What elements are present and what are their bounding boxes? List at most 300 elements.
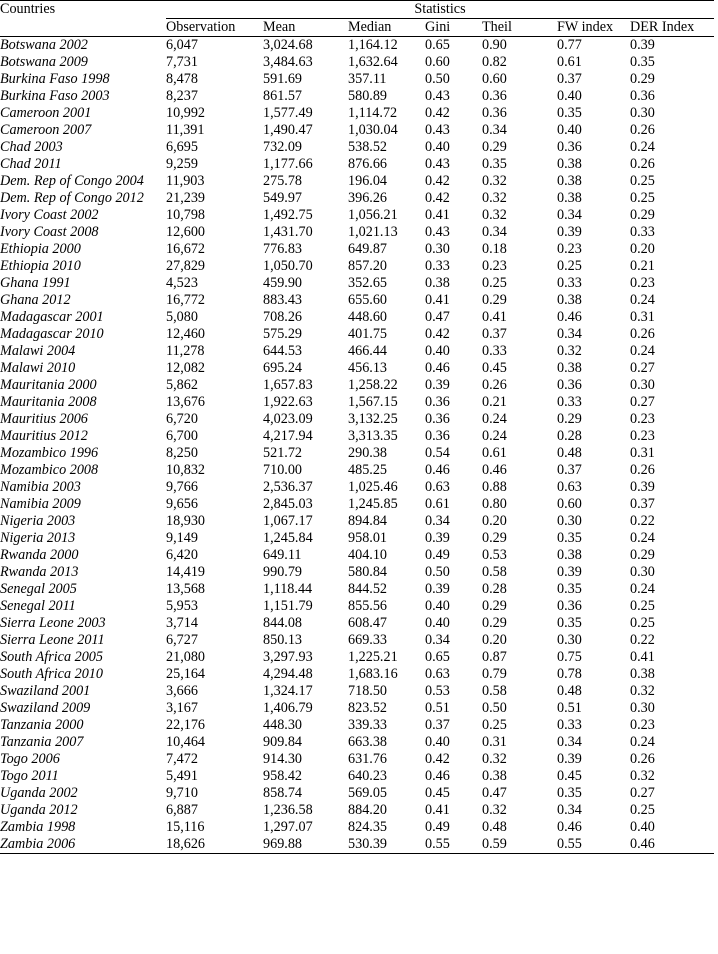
table-row <box>0 105 714 122</box>
table-row <box>0 768 714 785</box>
cell-gini: 0.43 <box>425 122 450 138</box>
cell-fw-index: 0.60 <box>557 496 582 512</box>
cell-observation: 9,149 <box>166 530 198 546</box>
cell-median: 884.20 <box>348 802 388 818</box>
cell-median: 569.05 <box>348 785 388 801</box>
cell-median: 357.11 <box>348 71 387 87</box>
table-row <box>0 496 714 513</box>
cell-der-index: 0.23 <box>630 411 655 427</box>
cell-mean: 1,236.58 <box>263 802 313 818</box>
table-row <box>0 513 714 530</box>
cell-median: 640.23 <box>348 768 388 784</box>
cell-mean: 521.72 <box>263 445 303 461</box>
cell-country: Nigeria 2003 <box>0 513 76 529</box>
cell-mean: 861.57 <box>263 88 303 104</box>
table-row <box>0 241 714 258</box>
cell-der-index: 0.22 <box>630 632 655 648</box>
cell-mean: 4,023.09 <box>263 411 313 427</box>
cell-observation: 21,239 <box>166 190 206 206</box>
cell-theil: 0.36 <box>482 88 507 104</box>
cell-theil: 0.18 <box>482 241 507 257</box>
cell-gini: 0.54 <box>425 445 450 461</box>
cell-fw-index: 0.40 <box>557 88 582 104</box>
cell-observation: 10,464 <box>166 734 206 750</box>
cell-median: 655.60 <box>348 292 388 308</box>
cell-country: Mozambico 1996 <box>0 445 99 461</box>
cell-theil: 0.21 <box>482 394 507 410</box>
cell-fw-index: 0.36 <box>557 139 582 155</box>
cell-observation: 5,953 <box>166 598 198 614</box>
cell-fw-index: 0.23 <box>557 241 582 257</box>
cell-median: 844.52 <box>348 581 388 597</box>
cell-mean: 909.84 <box>263 734 303 750</box>
cell-country: Botswana 2009 <box>0 54 88 70</box>
cell-country: Sierra Leone 2011 <box>0 632 105 648</box>
cell-observation: 6,420 <box>166 547 198 563</box>
cell-median: 456.13 <box>348 360 388 376</box>
cell-theil: 0.87 <box>482 649 507 665</box>
cell-mean: 2,536.37 <box>263 479 313 495</box>
table-row <box>0 428 714 445</box>
cell-fw-index: 0.35 <box>557 581 582 597</box>
cell-country: Zambia 2006 <box>0 836 166 854</box>
cell-der-index: 0.26 <box>630 326 655 342</box>
table-row <box>0 717 714 734</box>
cell-median: 1,632.64 <box>348 54 398 70</box>
cell-theil: 0.33 <box>482 343 507 359</box>
cell-gini: 0.42 <box>425 173 450 189</box>
cell-theil: 0.46 <box>482 462 507 478</box>
cell-observation: 3,167 <box>166 700 198 716</box>
column-header-der-index: DER Index <box>630 19 714 37</box>
cell-der-index: 0.25 <box>630 173 655 189</box>
cell-country: Dem. Rep of Congo 2012 <box>0 190 144 206</box>
cell-country: Rwanda 2013 <box>0 564 79 580</box>
cell-country: Mauritius 2006 <box>0 411 88 427</box>
table-row <box>0 836 714 854</box>
table-row <box>0 700 714 717</box>
cell-median: 404.10 <box>348 547 388 563</box>
cell-theil: 0.37 <box>482 326 507 342</box>
cell-mean: 850.13 <box>263 632 303 648</box>
cell-country: Madagascar 2010 <box>0 326 104 342</box>
table-row <box>0 547 714 564</box>
cell-fw-index: 0.39 <box>557 751 582 767</box>
cell-gini: 0.42 <box>425 751 450 767</box>
cell-theil: 0.24 <box>482 428 507 444</box>
table-row <box>0 173 714 190</box>
cell-observation: 13,568 <box>166 581 206 597</box>
cell-country: Malawi 2010 <box>0 360 76 376</box>
cell-gini: 0.61 <box>425 496 450 512</box>
cell-observation: 12,460 <box>166 326 206 342</box>
cell-mean: 275.78 <box>263 173 303 189</box>
cell-gini: 0.34 <box>425 513 450 529</box>
cell-median: 538.52 <box>348 139 388 155</box>
cell-observation: 12,082 <box>166 360 206 376</box>
cell-theil: 0.20 <box>482 632 507 648</box>
cell-der-index: 0.39 <box>630 37 655 53</box>
cell-der-index: 0.26 <box>630 122 655 138</box>
cell-observation: 9,710 <box>166 785 198 801</box>
cell-fw-index: 0.35 <box>557 785 582 801</box>
cell-country: Ghana 2012 <box>0 292 71 308</box>
cell-fw-index: 0.61 <box>557 54 582 70</box>
cell-fw-index: 0.46 <box>557 819 582 835</box>
cell-mean: 844.08 <box>263 615 303 631</box>
cell-gini: 0.55 <box>425 836 482 854</box>
cell-country: South Africa 2005 <box>0 649 103 665</box>
cell-country: Ivory Coast 2002 <box>0 207 99 223</box>
cell-observation: 3,666 <box>166 683 198 699</box>
cell-theil: 0.50 <box>482 700 507 716</box>
table-row <box>0 802 714 819</box>
cell-median: 196.04 <box>348 173 388 189</box>
cell-observation: 6,720 <box>166 411 198 427</box>
cell-theil: 0.47 <box>482 785 507 801</box>
table-row <box>0 224 714 241</box>
cell-country: Mauritania 2008 <box>0 394 97 410</box>
cell-fw-index: 0.34 <box>557 734 582 750</box>
cell-theil: 0.32 <box>482 190 507 206</box>
cell-median: 649.87 <box>348 241 388 257</box>
cell-der-index: 0.32 <box>630 768 655 784</box>
cell-median: 1,567.15 <box>348 394 398 410</box>
cell-fw-index: 0.30 <box>557 632 582 648</box>
cell-country: Ghana 1991 <box>0 275 71 291</box>
cell-der-index: 0.29 <box>630 71 655 87</box>
column-header-observation: Observation <box>166 19 263 37</box>
cell-gini: 0.49 <box>425 547 450 563</box>
cell-median: 352.65 <box>348 275 388 291</box>
cell-observation: 8,250 <box>166 445 198 461</box>
cell-country: Chad 2003 <box>0 139 63 155</box>
cell-mean: 459.90 <box>263 275 303 291</box>
cell-theil: 0.23 <box>482 258 507 274</box>
cell-theil: 0.34 <box>482 122 507 138</box>
cell-median: 580.89 <box>348 88 388 104</box>
cell-theil: 0.60 <box>482 71 507 87</box>
cell-der-index: 0.36 <box>630 88 655 104</box>
cell-gini: 0.41 <box>425 292 450 308</box>
cell-fw-index: 0.38 <box>557 360 582 376</box>
cell-country: Uganda 2002 <box>0 785 78 801</box>
cell-gini: 0.40 <box>425 598 450 614</box>
cell-gini: 0.39 <box>425 530 450 546</box>
table-row <box>0 411 714 428</box>
cell-median: 1,683.16 <box>348 666 398 682</box>
cell-gini: 0.42 <box>425 326 450 342</box>
cell-fw-index: 0.32 <box>557 343 582 359</box>
cell-der-index: 0.35 <box>630 54 655 70</box>
cell-fw-index: 0.34 <box>557 802 582 818</box>
table-row <box>0 122 714 139</box>
cell-observation: 11,903 <box>166 173 205 189</box>
cell-country: Mauritius 2012 <box>0 428 88 444</box>
table-row <box>0 377 714 394</box>
cell-mean: 3,484.63 <box>263 54 313 70</box>
cell-mean: 1,067.17 <box>263 513 313 529</box>
cell-gini: 0.43 <box>425 224 450 240</box>
cell-median: 1,021.13 <box>348 224 398 240</box>
table-row <box>0 258 714 275</box>
cell-mean: 3,297.93 <box>263 649 313 665</box>
cell-der-index: 0.30 <box>630 105 655 121</box>
cell-country: Malawi 2004 <box>0 343 76 359</box>
cell-mean: 914.30 <box>263 751 303 767</box>
cell-median: 401.75 <box>348 326 388 342</box>
cell-gini: 0.65 <box>425 37 450 53</box>
table-row <box>0 190 714 207</box>
cell-fw-index: 0.38 <box>557 173 582 189</box>
cell-theil: 0.28 <box>482 581 507 597</box>
cell-theil: 0.45 <box>482 360 507 376</box>
cell-observation: 4,523 <box>166 275 198 291</box>
cell-mean: 708.26 <box>263 309 303 325</box>
cell-mean: 1,657.83 <box>263 377 313 393</box>
cell-observation: 13,676 <box>166 394 206 410</box>
cell-gini: 0.41 <box>425 802 450 818</box>
cell-theil: 0.26 <box>482 377 507 393</box>
cell-country: Sierra Leone 2003 <box>0 615 106 631</box>
cell-observation: 18,930 <box>166 513 206 529</box>
table-row <box>0 649 714 666</box>
table-row <box>0 462 714 479</box>
table-row <box>0 309 714 326</box>
cell-country: Ivory Coast 2008 <box>0 224 99 240</box>
cell-observation: 6,695 <box>166 139 198 155</box>
cell-country: Ethiopia 2000 <box>0 241 81 257</box>
cell-median: 339.33 <box>348 717 388 733</box>
cell-observation: 5,491 <box>166 768 198 784</box>
cell-der-index: 0.26 <box>630 156 655 172</box>
cell-median: 485.25 <box>348 462 388 478</box>
cell-median: 823.52 <box>348 700 388 716</box>
cell-median: 3,132.25 <box>348 411 398 427</box>
cell-median: 448.60 <box>348 309 388 325</box>
cell-gini: 0.36 <box>425 428 450 444</box>
cell-theil: 0.20 <box>482 513 507 529</box>
cell-median: 1,245.85 <box>348 496 398 512</box>
cell-median: 530.39 <box>348 836 425 854</box>
cell-gini: 0.46 <box>425 768 450 784</box>
cell-fw-index: 0.35 <box>557 105 582 121</box>
cell-country: Botswana 2002 <box>0 37 88 53</box>
cell-country: Chad 2011 <box>0 156 62 172</box>
cell-median: 958.01 <box>348 530 388 546</box>
cell-gini: 0.40 <box>425 343 450 359</box>
cell-der-index: 0.27 <box>630 360 655 376</box>
cell-observation: 10,992 <box>166 105 206 121</box>
cell-observation: 18,626 <box>166 836 263 854</box>
cell-der-index: 0.24 <box>630 292 655 308</box>
cell-fw-index: 0.37 <box>557 71 582 87</box>
cell-der-index: 0.26 <box>630 462 655 478</box>
cell-country: Ethiopia 2010 <box>0 258 81 274</box>
cell-gini: 0.50 <box>425 71 450 87</box>
cell-der-index: 0.32 <box>630 683 655 699</box>
cell-gini: 0.65 <box>425 649 450 665</box>
table-row <box>0 292 714 309</box>
table-row <box>0 598 714 615</box>
cell-fw-index: 0.33 <box>557 275 582 291</box>
cell-median: 1,164.12 <box>348 37 398 53</box>
cell-gini: 0.37 <box>425 717 450 733</box>
cell-observation: 10,832 <box>166 462 206 478</box>
cell-mean: 883.43 <box>263 292 303 308</box>
cell-der-index: 0.46 <box>630 836 714 854</box>
cell-mean: 958.42 <box>263 768 303 784</box>
cell-mean: 1,922.63 <box>263 394 313 410</box>
cell-theil: 0.80 <box>482 496 507 512</box>
cell-observation: 5,862 <box>166 377 198 393</box>
cell-der-index: 0.22 <box>630 513 655 529</box>
statistics-header: Statistics <box>166 1 714 19</box>
cell-fw-index: 0.46 <box>557 309 582 325</box>
cell-der-index: 0.26 <box>630 751 655 767</box>
cell-der-index: 0.25 <box>630 190 655 206</box>
cell-observation: 7,472 <box>166 751 198 767</box>
cell-gini: 0.50 <box>425 564 450 580</box>
cell-theil: 0.41 <box>482 309 507 325</box>
cell-observation: 16,772 <box>166 292 206 308</box>
cell-fw-index: 0.25 <box>557 258 582 274</box>
cell-theil: 0.32 <box>482 207 507 223</box>
cell-country: Swaziland 2001 <box>0 683 91 699</box>
column-header-theil: Theil <box>482 19 557 37</box>
cell-der-index: 0.41 <box>630 649 655 665</box>
cell-mean: 1,151.79 <box>263 598 313 614</box>
cell-gini: 0.39 <box>425 581 450 597</box>
cell-mean: 990.79 <box>263 564 303 580</box>
cell-gini: 0.40 <box>425 139 450 155</box>
cell-observation: 8,237 <box>166 88 198 104</box>
cell-country: Zambia 1998 <box>0 819 76 835</box>
cell-gini: 0.51 <box>425 700 450 716</box>
table-row <box>0 207 714 224</box>
cell-der-index: 0.31 <box>630 309 655 325</box>
cell-der-index: 0.37 <box>630 496 655 512</box>
cell-der-index: 0.27 <box>630 394 655 410</box>
cell-theil: 0.79 <box>482 666 507 682</box>
cell-fw-index: 0.37 <box>557 462 582 478</box>
cell-mean: 695.24 <box>263 360 303 376</box>
cell-der-index: 0.30 <box>630 564 655 580</box>
cell-mean: 1,406.79 <box>263 700 313 716</box>
cell-fw-index: 0.78 <box>557 666 582 682</box>
cell-median: 824.35 <box>348 819 388 835</box>
blank-header-cell <box>0 19 166 37</box>
table-row <box>0 88 714 105</box>
cell-der-index: 0.31 <box>630 445 655 461</box>
table-row <box>0 275 714 292</box>
cell-gini: 0.42 <box>425 105 450 121</box>
cell-der-index: 0.21 <box>630 258 655 274</box>
cell-observation: 11,278 <box>166 343 205 359</box>
cell-mean: 591.69 <box>263 71 303 87</box>
cell-der-index: 0.20 <box>630 241 655 257</box>
cell-theil: 0.61 <box>482 445 507 461</box>
table-row <box>0 37 714 55</box>
cell-fw-index: 0.51 <box>557 700 582 716</box>
cell-theil: 0.88 <box>482 479 507 495</box>
cell-fw-index: 0.35 <box>557 615 582 631</box>
cell-observation: 6,700 <box>166 428 198 444</box>
column-header-gini: Gini <box>425 19 482 37</box>
cell-fw-index: 0.63 <box>557 479 582 495</box>
cell-der-index: 0.24 <box>630 734 655 750</box>
cell-country: Madagascar 2001 <box>0 309 104 325</box>
cell-fw-index: 0.36 <box>557 377 582 393</box>
cell-mean: 549.97 <box>263 190 303 206</box>
cell-observation: 7,731 <box>166 54 198 70</box>
table-row <box>0 445 714 462</box>
cell-observation: 22,176 <box>166 717 206 733</box>
cell-fw-index: 0.36 <box>557 598 582 614</box>
cell-mean: 1,118.44 <box>263 581 313 597</box>
cell-fw-index: 0.29 <box>557 411 582 427</box>
table-row <box>0 156 714 173</box>
table-row <box>0 360 714 377</box>
cell-der-index: 0.25 <box>630 598 655 614</box>
cell-fw-index: 0.38 <box>557 292 582 308</box>
cell-gini: 0.36 <box>425 411 450 427</box>
table-row <box>0 394 714 411</box>
cell-theil: 0.90 <box>482 37 507 53</box>
table-row <box>0 751 714 768</box>
cell-observation: 9,259 <box>166 156 198 172</box>
cell-gini: 0.47 <box>425 309 450 325</box>
cell-theil: 0.58 <box>482 683 507 699</box>
cell-gini: 0.40 <box>425 734 450 750</box>
table-row <box>0 326 714 343</box>
cell-mean: 1,577.49 <box>263 105 313 121</box>
cell-theil: 0.36 <box>482 105 507 121</box>
cell-observation: 10,798 <box>166 207 206 223</box>
cell-fw-index: 0.33 <box>557 717 582 733</box>
table-row <box>0 479 714 496</box>
cell-observation: 9,766 <box>166 479 198 495</box>
table-header-row-top <box>0 1 714 19</box>
cell-theil: 0.34 <box>482 224 507 240</box>
cell-theil: 0.59 <box>482 836 557 854</box>
table-row <box>0 139 714 156</box>
cell-theil: 0.32 <box>482 751 507 767</box>
table-row <box>0 343 714 360</box>
cell-mean: 1,050.70 <box>263 258 313 274</box>
table-row <box>0 632 714 649</box>
cell-observation: 6,047 <box>166 37 198 53</box>
cell-gini: 0.46 <box>425 360 450 376</box>
cell-mean: 2,845.03 <box>263 496 313 512</box>
cell-fw-index: 0.77 <box>557 37 582 53</box>
cell-mean: 1,177.66 <box>263 156 313 172</box>
cell-mean: 1,492.75 <box>263 207 313 223</box>
cell-country: Mauritania 2000 <box>0 377 97 393</box>
cell-theil: 0.38 <box>482 768 507 784</box>
cell-mean: 644.53 <box>263 343 303 359</box>
cell-der-index: 0.25 <box>630 615 655 631</box>
cell-fw-index: 0.55 <box>557 836 630 854</box>
cell-fw-index: 0.38 <box>557 156 582 172</box>
cell-gini: 0.38 <box>425 275 450 291</box>
cell-median: 580.84 <box>348 564 388 580</box>
cell-median: 663.38 <box>348 734 388 750</box>
cell-der-index: 0.29 <box>630 547 655 563</box>
cell-country: Togo 2006 <box>0 751 60 767</box>
cell-fw-index: 0.48 <box>557 683 582 699</box>
cell-country: Burkina Faso 2003 <box>0 88 110 104</box>
